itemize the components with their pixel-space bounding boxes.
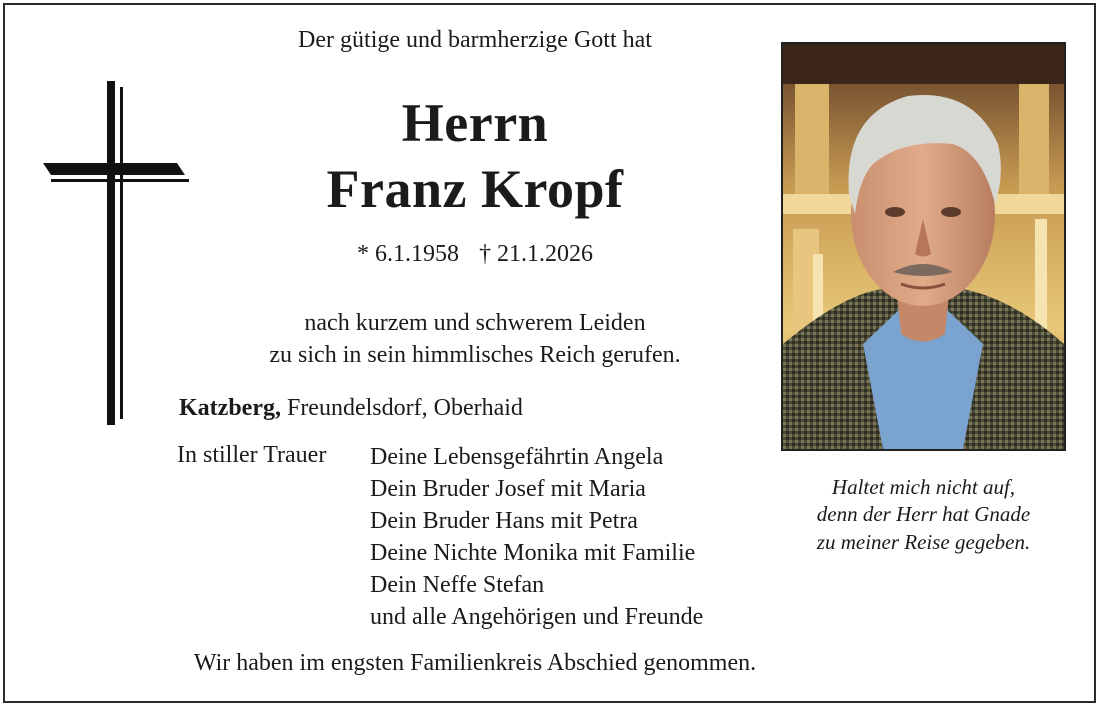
mourning-label: In stiller Trauer xyxy=(177,442,327,468)
portrait-photo xyxy=(781,42,1066,451)
list-item: Deine Nichte Monika mit Familie xyxy=(370,539,696,566)
closing-text: Wir haben im engsten Familienkreis Abschied genommen. xyxy=(193,650,757,676)
mourners-list xyxy=(370,442,703,633)
list-item: Dein Bruder Hans mit Petra xyxy=(370,507,638,534)
deceased-name: Franz Kropf xyxy=(326,158,624,219)
quote xyxy=(771,474,1076,556)
quote-line: Haltet mich nicht auf, xyxy=(831,475,1016,499)
quote-line: zu meiner Reise gegeben. xyxy=(816,529,1031,554)
obituary-card xyxy=(3,3,1096,703)
birth-date: * 6.1.1958 xyxy=(357,241,459,267)
message-line: nach kurzem und schwerem Leiden xyxy=(304,310,646,336)
list-item: und alle Angehörigen und Freunde xyxy=(370,603,704,630)
salutation: Herrn xyxy=(401,93,549,153)
death-date: † 21.1.2026 xyxy=(479,241,593,267)
places-other: Freundelsdorf, Oberhaid xyxy=(286,395,523,421)
portrait-image xyxy=(783,44,1064,449)
intro-text: Der gütige und barmherzige Gott hat xyxy=(298,27,652,53)
list-item: Deine Lebensgefährtin Angela xyxy=(370,444,664,470)
message-line: zu sich in sein himmlisches Reich gerufen. xyxy=(269,342,681,369)
places xyxy=(179,395,523,422)
list-item: Dein Neffe Stefan xyxy=(370,571,545,598)
quote-line: denn der Herr hat Gnade xyxy=(816,502,1031,527)
list-item: Dein Bruder Josef mit Maria xyxy=(370,475,646,502)
place-main: Katzberg, xyxy=(179,395,281,421)
